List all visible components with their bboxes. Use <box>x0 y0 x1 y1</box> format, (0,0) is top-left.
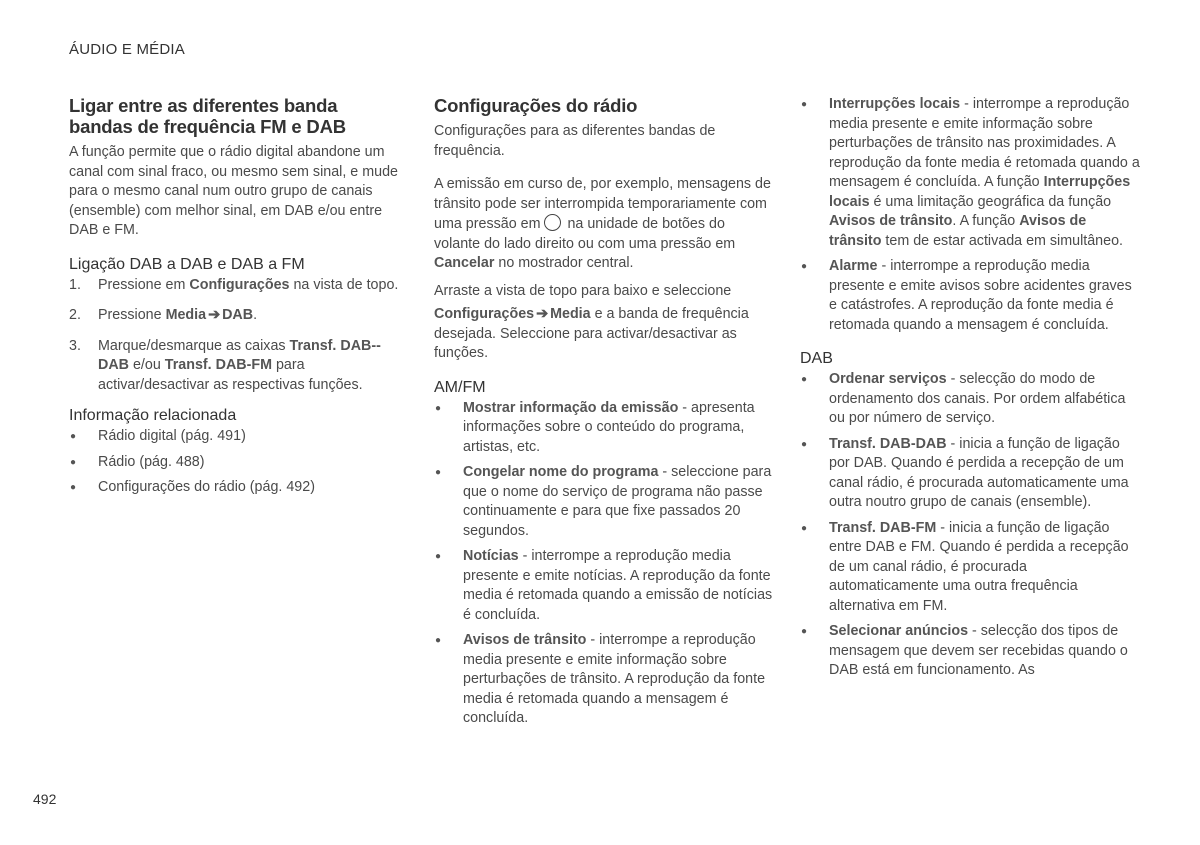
amfm-list <box>434 399 774 729</box>
menu-dab: DAB <box>222 307 254 323</box>
step-text: Pressione <box>98 307 166 323</box>
menu-media: Media <box>165 307 207 323</box>
item-term: Mostrar informação da emissão <box>463 399 679 416</box>
steps-list <box>69 276 399 396</box>
paragraph-text: na unidade de botões do volante do lado direito ou com uma pressão em <box>434 216 736 252</box>
paragraph-text: A emissão em curso de, por exemplo, mensagens de trânsito pode ser interrompida temporariamente com uma pressão em <box>434 176 771 232</box>
item-term: Avisos de trânsito <box>829 213 953 229</box>
item-term: Selecionar anúncios <box>829 623 969 639</box>
amfm-list-continued <box>800 95 1140 335</box>
paragraph-text: no mostrador central. <box>494 255 634 271</box>
cancel-label: Cancelar <box>434 255 495 271</box>
heading-band-switching: Ligar entre as diferentes banda bandas de frequência FM e DAB <box>69 95 346 137</box>
item-desc: - apresenta informações sobre o conteúdo do programa, artistas, etc. <box>463 399 755 455</box>
menu-configuracoes: Configurações <box>434 306 535 322</box>
step-text: para activar/desactivar as respectivas funções. <box>98 357 363 393</box>
item-desc: - interrompe a reprodução media presente e emite informação sobre perturbações de trânsito nas proximidades. A reprodução da fonte media é retomada quando a mensagem é concluída. A função <box>829 96 1140 190</box>
amfm-item <box>800 257 1140 335</box>
dab-item <box>800 519 1140 617</box>
drag-paragraph: Arraste a vista de topo para baixo e seleccione <box>434 282 732 299</box>
item-desc: - selecção do modo de ordenamento dos canais. Por ordem alfabética ou por número de serviço. <box>829 371 1126 426</box>
step-text: na vista de topo. <box>289 276 399 293</box>
related-link[interactable]: ● Configurações do rádio (pág. 492) <box>69 478 399 498</box>
item-desc: tem de estar activada em simultâneo. <box>881 232 1124 249</box>
step-text: Pressione em <box>98 276 190 293</box>
item-desc: - selecção dos tipos de mensagem que devem ser recebidas quando o DAB está em funcionamento. As <box>829 623 1128 678</box>
item-desc: - inicia a função de ligação por DAB. Quando é perdida a recepção de um canal rádio, é procurada automaticamente uma outra noutro grupo de canais (ensemble). <box>829 435 1129 510</box>
item-desc: - seleccione para que o nome do serviço de programa não passe continuamente e para que fixe passados 20 segundos. <box>463 464 772 539</box>
amfm-item <box>434 631 774 729</box>
step-2 <box>69 306 399 326</box>
amfm-item <box>434 399 774 458</box>
item-term: Alarme <box>829 258 878 274</box>
step-1 <box>69 276 399 296</box>
arrow-right-icon: ➔ <box>208 307 221 323</box>
step-number: 1. <box>69 276 81 293</box>
item-term: Ordenar serviços <box>829 371 947 387</box>
item-term: Avisos de trânsito <box>829 213 1087 249</box>
option-dab-fm: Transf. DAB-FM <box>164 357 272 373</box>
section-header: ÁUDIO E MÉDIA <box>69 41 185 58</box>
paragraph-text: e a banda de frequência desejada. Seleccione para activar/desactivar as funções. <box>434 306 749 361</box>
step-3 <box>69 337 399 396</box>
related-list <box>69 427 399 498</box>
step-text: e/ou <box>128 357 165 373</box>
amfm-heading: AM/FM <box>434 378 486 396</box>
column-middle <box>434 95 774 735</box>
item-term: Interrupções locais <box>829 174 1131 210</box>
menu-configuracoes: Configurações <box>189 276 290 293</box>
dab-item <box>800 622 1140 681</box>
item-term: Congelar nome do programa <box>463 464 659 480</box>
page-number: 492 <box>33 791 57 807</box>
column-right <box>800 95 1140 687</box>
intro-paragraph: A função permite que o rádio digital abandone um canal com sinal fraco, ou mesmo sem sinal, e mude para o mesmo canal num outro grupo de canais (ensemble) com melhor sinal, em DAB e/ou entre DAB e FM. <box>69 144 398 238</box>
item-desc: - interrompe a reprodução media presente e emite avisos sobre acidentes graves e catástrofes. A reprodução da fonte media é retomada quando a mensagem é concluída. <box>829 258 1132 333</box>
item-desc: - inicia a função de ligação entre DAB e FM. Quando é perdida a recepção de um canal rádio, é procurada automaticamente uma outra frequência alternativa em FM. <box>829 519 1129 614</box>
dab-list <box>800 370 1140 681</box>
interrupt-paragraph <box>434 175 774 274</box>
step-text: . <box>253 307 258 323</box>
select-paragraph <box>434 305 774 364</box>
step-number: 3. <box>69 337 81 354</box>
item-desc: é uma limitação geográfica da função <box>869 193 1112 210</box>
item-term: Avisos de trânsito <box>463 632 587 648</box>
intro-paragraph: Configurações para as diferentes bandas de frequência. <box>434 123 716 159</box>
related-link[interactable]: ● Rádio digital (pág. 491) <box>69 427 399 447</box>
amfm-item <box>434 547 774 625</box>
related-heading: Informação relacionada <box>69 407 237 424</box>
amfm-item <box>800 95 1140 251</box>
option-dab-dab: Transf. DAB--DAB <box>98 337 381 373</box>
item-term: Transf. DAB-DAB <box>829 435 947 452</box>
item-term: Interrupções locais <box>829 96 961 112</box>
step-text: Marque/desmarque as caixas <box>98 337 290 354</box>
item-desc: - interrompe a reprodução media presente e emite informação sobre perturbações de trânsito. A reprodução da fonte media é retomada quando a mensagem é concluída. <box>463 632 766 726</box>
heading-radio-settings: Configurações do rádio <box>434 95 638 116</box>
dab-heading: DAB <box>800 350 833 367</box>
step-number: 2. <box>69 307 81 323</box>
related-link[interactable]: ● Rádio (pág. 488) <box>69 453 399 473</box>
dab-item <box>800 435 1140 513</box>
column-left <box>69 95 399 504</box>
subheading-dab-link: Ligação DAB a DAB e DAB a FM <box>69 255 305 273</box>
item-desc: - interrompe a reprodução media presente e emite notícias. A reprodução da fonte media é retomada quando a emissão de notícias é concluída. <box>463 548 773 623</box>
dab-item <box>800 370 1140 429</box>
circle-button-icon <box>544 214 561 231</box>
menu-media: Media <box>550 306 591 322</box>
amfm-item <box>434 463 774 541</box>
item-term: Notícias <box>463 548 519 564</box>
item-desc: . A função <box>952 213 1020 229</box>
arrow-right-icon: ➔ <box>536 306 549 322</box>
item-term: Transf. DAB-FM <box>829 519 937 536</box>
